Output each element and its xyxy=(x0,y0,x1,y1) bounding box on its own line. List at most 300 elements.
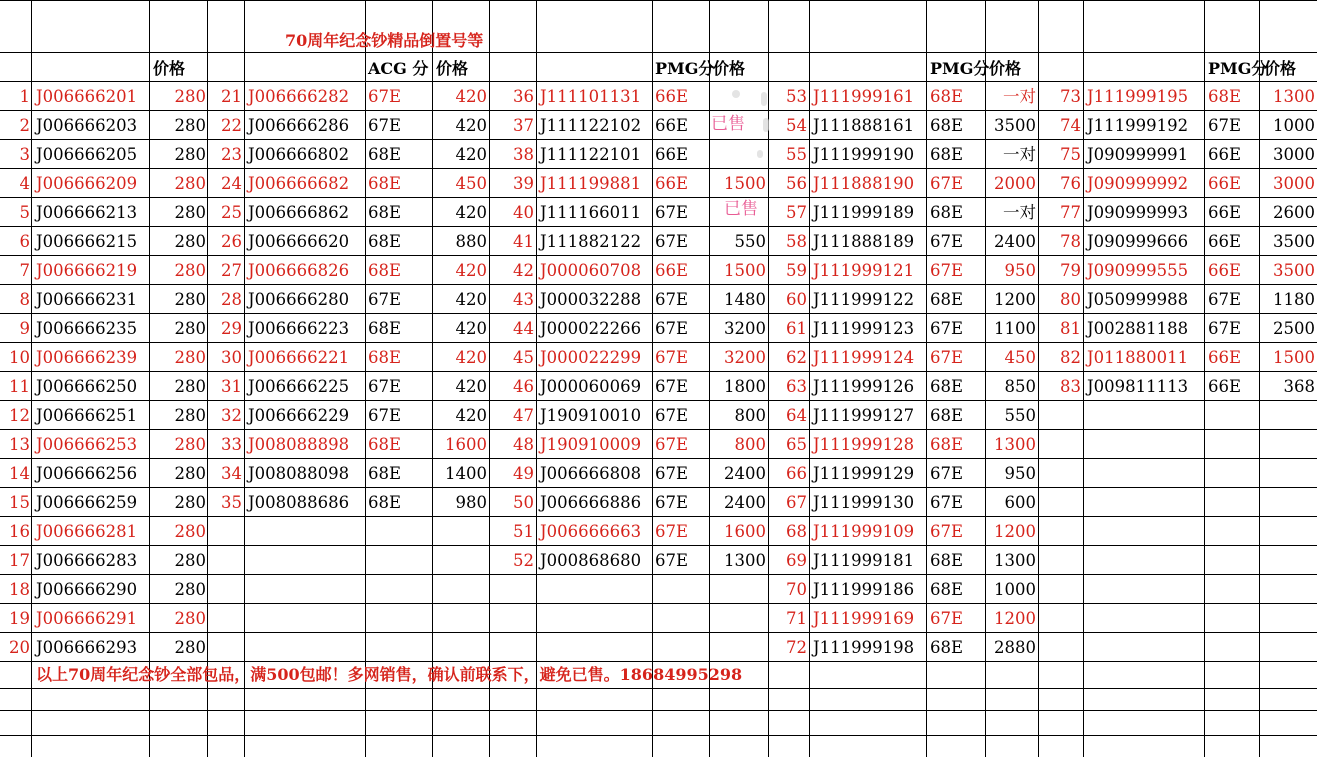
price: 280 xyxy=(174,174,206,193)
grade: 68E xyxy=(930,145,964,164)
row-number: 5 xyxy=(19,203,30,222)
grade: 66E xyxy=(655,116,689,135)
row-number: 74 xyxy=(1060,116,1081,135)
price: 420 xyxy=(455,348,487,367)
row-number: 51 xyxy=(513,522,534,541)
price: 1200 xyxy=(994,609,1036,628)
serial-number: J111999189 xyxy=(813,203,915,222)
grid-vline xyxy=(809,0,810,757)
row-number: 4 xyxy=(19,174,30,193)
grade: 67E xyxy=(930,522,964,541)
serial-number: J111999190 xyxy=(813,145,915,164)
grade: 67E xyxy=(1208,319,1242,338)
price: 280 xyxy=(174,638,206,657)
price: 一对 xyxy=(1003,145,1036,164)
price: 1480 xyxy=(724,290,766,309)
price: 550 xyxy=(1004,406,1036,425)
grade: 68E xyxy=(930,116,964,135)
price: 一对 xyxy=(1003,203,1036,222)
price: 280 xyxy=(174,580,206,599)
price: 450 xyxy=(455,174,487,193)
row-number: 82 xyxy=(1060,348,1081,367)
row-number: 15 xyxy=(9,493,30,512)
row-number: 36 xyxy=(513,87,534,106)
price: 950 xyxy=(1004,464,1036,483)
serial-number: J011880011 xyxy=(1087,348,1189,367)
row-number: 29 xyxy=(221,319,242,338)
serial-number: J111888190 xyxy=(813,174,915,193)
grade: 67E xyxy=(368,290,402,309)
serial-number: J111999128 xyxy=(813,435,915,454)
row-number: 60 xyxy=(786,290,807,309)
row-number: 81 xyxy=(1060,319,1081,338)
grade: 66E xyxy=(1208,232,1242,251)
smudge-mark xyxy=(761,92,767,106)
serial-number: J006666205 xyxy=(36,145,138,164)
grade: 68E xyxy=(930,551,964,570)
serial-number: J008088098 xyxy=(248,464,350,483)
price: 280 xyxy=(174,232,206,251)
price: 280 xyxy=(174,435,206,454)
serial-number: J006666291 xyxy=(36,609,138,628)
serial-number: J000060708 xyxy=(540,261,642,280)
row-number: 3 xyxy=(19,145,30,164)
grade: 66E xyxy=(1208,203,1242,222)
serial-number: J006666213 xyxy=(36,203,138,222)
serial-number: J000032288 xyxy=(540,290,642,309)
price: 1600 xyxy=(724,522,766,541)
serial-number: J006666886 xyxy=(540,493,642,512)
serial-number: J111999123 xyxy=(813,319,915,338)
serial-number: J111999192 xyxy=(1087,116,1189,135)
row-number: 72 xyxy=(786,638,807,657)
row-number: 1 xyxy=(19,87,30,106)
price: 一对 xyxy=(1003,87,1036,106)
serial-number: J111999124 xyxy=(813,348,915,367)
grade: 67E xyxy=(655,290,689,309)
serial-number: J111999186 xyxy=(813,580,915,599)
serial-number: J111999181 xyxy=(813,551,915,570)
row-number: 68 xyxy=(786,522,807,541)
price: 950 xyxy=(1004,261,1036,280)
grade: 67E xyxy=(655,522,689,541)
price: 1500 xyxy=(1273,348,1315,367)
row-number: 23 xyxy=(221,145,242,164)
price: 2400 xyxy=(994,232,1036,251)
grade: 67E xyxy=(655,493,689,512)
serial-number: J111999130 xyxy=(813,493,915,512)
row-number: 28 xyxy=(221,290,242,309)
grade: 66E xyxy=(1208,174,1242,193)
grade: 68E xyxy=(368,261,402,280)
price: 1200 xyxy=(994,522,1036,541)
serial-number: J111999129 xyxy=(813,464,915,483)
serial-number: J111999127 xyxy=(813,406,915,425)
price: 450 xyxy=(1004,348,1036,367)
row-number: 75 xyxy=(1060,145,1081,164)
header-price-g3: 价格 xyxy=(713,59,746,78)
serial-number: J090999992 xyxy=(1087,174,1189,193)
serial-number: J111999161 xyxy=(813,87,915,106)
grade: 66E xyxy=(655,145,689,164)
grade: 67E xyxy=(655,464,689,483)
serial-number: J000022266 xyxy=(540,319,642,338)
row-number: 57 xyxy=(786,203,807,222)
row-number: 69 xyxy=(786,551,807,570)
price: 280 xyxy=(174,116,206,135)
price: 420 xyxy=(455,145,487,164)
row-number: 45 xyxy=(513,348,534,367)
grade: 67E xyxy=(930,174,964,193)
header-grade-g4: PMG分 xyxy=(930,59,990,78)
row-number: 63 xyxy=(786,377,807,396)
row-number: 54 xyxy=(786,116,807,135)
price: 3200 xyxy=(724,348,766,367)
serial-number: J190910010 xyxy=(540,406,642,425)
price: 3500 xyxy=(1273,261,1315,280)
price: 2600 xyxy=(1273,203,1315,222)
serial-number: J006666290 xyxy=(36,580,138,599)
row-number: 31 xyxy=(221,377,242,396)
grade: 68E xyxy=(368,174,402,193)
row-number: 9 xyxy=(19,319,30,338)
serial-number: J006666281 xyxy=(36,522,138,541)
serial-number: J008088686 xyxy=(248,493,350,512)
serial-number: J009811113 xyxy=(1087,377,1189,396)
grade: 67E xyxy=(930,319,964,338)
serial-number: J090999555 xyxy=(1087,261,1189,280)
grade: 68E xyxy=(368,493,402,512)
grade: 68E xyxy=(368,319,402,338)
grade: 68E xyxy=(368,348,402,367)
grid-vline xyxy=(31,0,32,757)
price: 2880 xyxy=(994,638,1036,657)
price: 1400 xyxy=(445,464,487,483)
grade: 66E xyxy=(1208,145,1242,164)
grade: 67E xyxy=(930,348,964,367)
price: 1000 xyxy=(994,580,1036,599)
serial-number: J111999198 xyxy=(813,638,915,657)
serial-number: J111122101 xyxy=(540,145,642,164)
serial-number: J006666250 xyxy=(36,377,138,396)
row-number: 39 xyxy=(513,174,534,193)
price: 420 xyxy=(455,290,487,309)
serial-number: J006666282 xyxy=(248,87,350,106)
price: 280 xyxy=(174,406,206,425)
row-number: 66 xyxy=(786,464,807,483)
serial-number: J111101131 xyxy=(540,87,642,106)
row-number: 38 xyxy=(513,145,534,164)
grade: 68E xyxy=(930,377,964,396)
price: 3500 xyxy=(994,116,1036,135)
header-price-g2: 价格 xyxy=(436,59,469,78)
price: 600 xyxy=(1004,493,1036,512)
serial-number: J006666283 xyxy=(36,551,138,570)
serial-number: J050999988 xyxy=(1087,290,1189,309)
row-number: 14 xyxy=(9,464,30,483)
grid-vline xyxy=(536,0,537,757)
footer-note: 以上70周年纪念钞全部包品，满500包邮！多网销售，确认前联系下，避免已售。18684995298 xyxy=(36,665,743,684)
row-number: 62 xyxy=(786,348,807,367)
grade: 67E xyxy=(930,261,964,280)
price: 1000 xyxy=(1273,116,1315,135)
price: 2400 xyxy=(724,464,766,483)
grade: 68E xyxy=(368,145,402,164)
serial-number: J090999666 xyxy=(1087,232,1189,251)
serial-number: J006666209 xyxy=(36,174,138,193)
grade: 67E xyxy=(368,377,402,396)
serial-number: J006666286 xyxy=(248,116,350,135)
serial-number: J006666256 xyxy=(36,464,138,483)
grade: 66E xyxy=(655,174,689,193)
row-number: 6 xyxy=(19,232,30,251)
serial-number: J002881188 xyxy=(1087,319,1189,338)
price: 1500 xyxy=(724,261,766,280)
price: 1100 xyxy=(994,319,1036,338)
grid-hline xyxy=(0,710,1317,711)
price: 800 xyxy=(734,406,766,425)
serial-number: J000868680 xyxy=(540,551,642,570)
grade: 67E xyxy=(930,232,964,251)
row-number: 21 xyxy=(221,87,242,106)
serial-number: J006666826 xyxy=(248,261,350,280)
grade: 67E xyxy=(655,435,689,454)
serial-number: J006666808 xyxy=(540,464,642,483)
row-number: 77 xyxy=(1060,203,1081,222)
serial-number: J111122102 xyxy=(540,116,642,135)
grade: 67E xyxy=(368,87,402,106)
grade: 68E xyxy=(930,87,964,106)
serial-number: J090999993 xyxy=(1087,203,1189,222)
row-number: 8 xyxy=(19,290,30,309)
serial-number: J008088898 xyxy=(248,435,350,454)
grid-hline xyxy=(0,735,1317,736)
price: 280 xyxy=(174,319,206,338)
grid-vline xyxy=(1204,0,1205,757)
price: 280 xyxy=(174,203,206,222)
price: 1200 xyxy=(994,290,1036,309)
price: 420 xyxy=(455,406,487,425)
row-number: 58 xyxy=(786,232,807,251)
serial-number: J006666663 xyxy=(540,522,642,541)
serial-number: J111999169 xyxy=(813,609,915,628)
row-number: 25 xyxy=(221,203,242,222)
price: 280 xyxy=(174,87,206,106)
smudge-mark xyxy=(757,150,763,158)
row-number: 44 xyxy=(513,319,534,338)
serial-number: J111888161 xyxy=(813,116,915,135)
row-number: 61 xyxy=(786,319,807,338)
grade: 67E xyxy=(655,406,689,425)
grade: 67E xyxy=(655,319,689,338)
serial-number: J111882122 xyxy=(540,232,642,251)
serial-number: J006666225 xyxy=(248,377,350,396)
price: 3000 xyxy=(1273,145,1315,164)
serial-number: J111999122 xyxy=(813,290,915,309)
price: 420 xyxy=(455,203,487,222)
serial-number: J006666259 xyxy=(36,493,138,512)
grade: 68E xyxy=(930,435,964,454)
price: 1300 xyxy=(994,551,1036,570)
header-price-g1: 价格 xyxy=(153,59,186,78)
serial-number: J006666231 xyxy=(36,290,138,309)
price: 420 xyxy=(455,261,487,280)
row-number: 55 xyxy=(786,145,807,164)
grade: 68E xyxy=(368,203,402,222)
row-number: 59 xyxy=(786,261,807,280)
grade: 67E xyxy=(1208,116,1242,135)
grade: 67E xyxy=(930,493,964,512)
serial-number: J111199881 xyxy=(540,174,642,193)
serial-number: J006666215 xyxy=(36,232,138,251)
grade: 66E xyxy=(655,261,689,280)
grid-vline xyxy=(1083,0,1084,757)
grade: 67E xyxy=(655,348,689,367)
row-number: 37 xyxy=(513,116,534,135)
grade: 68E xyxy=(368,232,402,251)
row-number: 46 xyxy=(513,377,534,396)
grade: 67E xyxy=(368,116,402,135)
row-number: 67 xyxy=(786,493,807,512)
price: 3000 xyxy=(1273,174,1315,193)
row-number: 16 xyxy=(9,522,30,541)
grid-vline xyxy=(926,0,927,757)
grade: 67E xyxy=(655,232,689,251)
row-number: 50 xyxy=(513,493,534,512)
serial-number: J090999991 xyxy=(1087,145,1189,164)
serial-number: J006666682 xyxy=(248,174,350,193)
serial-number: J006666293 xyxy=(36,638,138,657)
grade: 68E xyxy=(930,580,964,599)
price: 420 xyxy=(455,377,487,396)
grade: 68E xyxy=(930,638,964,657)
header-grade-g5: PMG分 xyxy=(1208,59,1268,78)
price: 280 xyxy=(174,377,206,396)
serial-number: J111999121 xyxy=(813,261,915,280)
row-number: 70 xyxy=(786,580,807,599)
price: 280 xyxy=(174,609,206,628)
serial-number: J000060069 xyxy=(540,377,642,396)
header-price-g4: 价格 xyxy=(989,59,1022,78)
price: 2000 xyxy=(994,174,1036,193)
price: 280 xyxy=(174,145,206,164)
grade: 66E xyxy=(1208,261,1242,280)
grade: 68E xyxy=(1208,87,1242,106)
row-number: 17 xyxy=(9,551,30,570)
serial-number: J006666235 xyxy=(36,319,138,338)
row-number: 19 xyxy=(9,609,30,628)
price: 980 xyxy=(455,493,487,512)
serial-number: J006666280 xyxy=(248,290,350,309)
row-number: 12 xyxy=(9,406,30,425)
serial-number: J190910009 xyxy=(540,435,642,454)
price: 1300 xyxy=(724,551,766,570)
sold-stamp: 已售 xyxy=(711,114,745,134)
grade: 67E xyxy=(930,464,964,483)
row-number: 76 xyxy=(1060,174,1081,193)
serial-number: J000022299 xyxy=(540,348,642,367)
row-number: 40 xyxy=(513,203,534,222)
price: 800 xyxy=(734,435,766,454)
price: 280 xyxy=(174,493,206,512)
row-number: 56 xyxy=(786,174,807,193)
serial-number: J111888189 xyxy=(813,232,915,251)
serial-number: J111999109 xyxy=(813,522,915,541)
price: 2500 xyxy=(1273,319,1315,338)
row-number: 80 xyxy=(1060,290,1081,309)
grade: 67E xyxy=(655,203,689,222)
price: 1300 xyxy=(1273,87,1315,106)
serial-number: J006666219 xyxy=(36,261,138,280)
header-grade-g3: PMG分 xyxy=(655,59,715,78)
grade: 68E xyxy=(368,435,402,454)
serial-number: J006666203 xyxy=(36,116,138,135)
price: 1600 xyxy=(445,435,487,454)
price: 280 xyxy=(174,290,206,309)
price: 850 xyxy=(1004,377,1036,396)
row-number: 30 xyxy=(221,348,242,367)
grade: 67E xyxy=(1208,290,1242,309)
price: 368 xyxy=(1283,377,1315,396)
row-number: 10 xyxy=(9,348,30,367)
grade: 66E xyxy=(655,87,689,106)
sold-stamp: 已售 xyxy=(724,199,758,219)
row-number: 42 xyxy=(513,261,534,280)
row-number: 11 xyxy=(9,377,30,396)
row-number: 18 xyxy=(9,580,30,599)
row-number: 33 xyxy=(221,435,242,454)
price: 420 xyxy=(455,87,487,106)
serial-number: J006666221 xyxy=(248,348,350,367)
serial-number: J111999195 xyxy=(1087,87,1189,106)
row-number: 48 xyxy=(513,435,534,454)
row-number: 32 xyxy=(221,406,242,425)
price: 420 xyxy=(455,116,487,135)
price: 280 xyxy=(174,522,206,541)
row-number: 22 xyxy=(221,116,242,135)
serial-number: J006666251 xyxy=(36,406,138,425)
row-number: 35 xyxy=(221,493,242,512)
price: 1800 xyxy=(724,377,766,396)
row-number: 79 xyxy=(1060,261,1081,280)
serial-number: J006666223 xyxy=(248,319,350,338)
row-number: 27 xyxy=(221,261,242,280)
price: 550 xyxy=(734,232,766,251)
row-number: 65 xyxy=(786,435,807,454)
row-number: 2 xyxy=(19,116,30,135)
price: 3200 xyxy=(724,319,766,338)
grade: 67E xyxy=(368,406,402,425)
grade: 67E xyxy=(655,377,689,396)
serial-number: J006666201 xyxy=(36,87,138,106)
grade: 67E xyxy=(930,609,964,628)
page-title: 70周年纪念钞精品倒置号等 xyxy=(285,31,484,50)
grade: 68E xyxy=(930,290,964,309)
grade: 66E xyxy=(1208,348,1242,367)
row-number: 49 xyxy=(513,464,534,483)
serial-number: J111166011 xyxy=(540,203,642,222)
price: 280 xyxy=(174,551,206,570)
smudge-mark xyxy=(732,90,740,98)
row-number: 47 xyxy=(513,406,534,425)
row-number: 43 xyxy=(513,290,534,309)
smudge-mark xyxy=(763,118,769,132)
serial-number: J006666802 xyxy=(248,145,350,164)
serial-number: J006666239 xyxy=(36,348,138,367)
price: 2400 xyxy=(724,493,766,512)
header-grade-g2: ACG 分 xyxy=(368,59,429,78)
grid-hline xyxy=(0,52,1317,53)
